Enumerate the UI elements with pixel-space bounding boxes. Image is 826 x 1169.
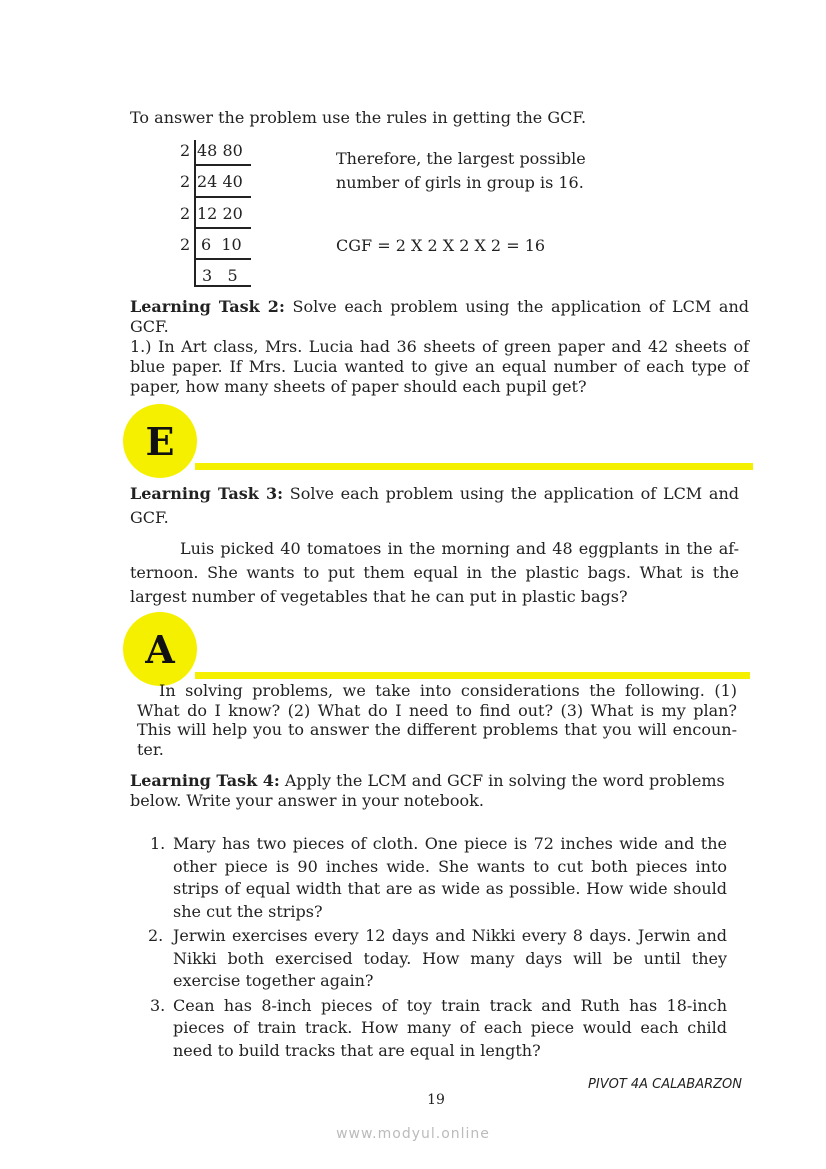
ladder-divider [194, 285, 251, 287]
ladder-vertical-line [194, 140, 196, 287]
therefore-line-1: Therefore, the largest possible [336, 149, 586, 168]
problem-number: 3. [150, 995, 166, 1015]
task4-label: Learning Task 4: [130, 771, 280, 790]
list-item [130, 995, 727, 1063]
list-item [130, 833, 727, 923]
footer-brand: PIVOT 4A CALABARZON [588, 1077, 742, 1092]
section-e-bar [195, 463, 753, 470]
task3-problem: Luis picked 40 tomatoes in the morning and 48 eggplants in the af-ternoon. She wants to put them equal in the plastic bags. What is the largest number of vegetables that he can put in plastic bags? [130, 539, 739, 606]
ladder-values: 12 20 [197, 204, 243, 223]
task3-heading-wrap: GCF. [130, 508, 169, 527]
task3-label: Learning Task 3: [130, 484, 284, 503]
task2-label: Learning Task 2: [130, 297, 285, 316]
problem-text: Mary has two pieces of cloth. One piece is 72 inches wide and the other piece is 90 inches wide. She wants to cut both pieces into strips of equal width that are as wide as possible. How wide should she cut the strips? [173, 834, 727, 921]
ladder-divisor: 2 [180, 235, 191, 254]
ladder-result: 3 5 [202, 266, 238, 285]
task2-heading-line [130, 297, 749, 317]
task3-heading-line [130, 482, 739, 506]
task2-problem: 1.) In Art class, Mrs. Lucia had 36 sheets of green paper and 42 sheets of blue paper. If Mrs. Lucia wanted to give an equal number of each type of paper, how many sheets of paper should each pupil get? [130, 337, 749, 396]
page-number: 19 [427, 1092, 445, 1108]
problem-text: Jerwin exercises every 12 days and Nikki every 8 days. Jerwin and Nikki both exercised today. How many days will be until they exercise together again? [173, 926, 727, 990]
section-a-text: In solving problems, we take into considerations the following. (1) What do I know? (2) What do I need to find out? (3) What is my plan? This will help you to answer the different problems that you will encoun-ter. [137, 681, 737, 759]
task3-block [130, 482, 739, 530]
ladder-divisor: 2 [180, 172, 191, 191]
task2-heading-wrap: GCF. [130, 317, 169, 336]
task4-heading [130, 771, 730, 811]
section-a-badge: A [123, 612, 197, 686]
gcf-equation: CGF = 2 X 2 X 2 X 2 = 16 [336, 236, 546, 255]
problem-number: 1. [150, 834, 166, 853]
ladder-divider [194, 164, 251, 166]
ladder-values: 48 80 [197, 141, 243, 160]
section-e-badge: E [123, 404, 197, 478]
ladder-divider [194, 258, 251, 260]
ladder-divider [194, 227, 251, 229]
ladder-divisor: 2 [180, 141, 191, 160]
watermark: www.modyul.online [336, 1126, 490, 1142]
section-a-bar [195, 672, 750, 679]
task2-block [130, 297, 749, 317]
therefore-line-2: number of girls in group is 16. [336, 173, 584, 192]
ladder-values: 6 10 [201, 235, 242, 254]
task4-instruction: Apply the LCM and GCF in solving the word problems below. Write your answer in your notebook. [130, 771, 725, 810]
ladder-divisor: 2 [180, 204, 191, 223]
problem-text: Cean has 8-inch pieces of toy train track and Ruth has 18-inch pieces of train track. How many of each piece would each child need to build tracks that are equal in length? [173, 995, 727, 1060]
task3-instruction: Solve each problem using the application of LCM and [289, 484, 739, 503]
list-item [130, 925, 727, 993]
task4-problem-list [130, 833, 727, 1064]
ladder-values: 24 40 [197, 172, 243, 191]
ladder-divider [194, 196, 251, 198]
intro-text: To answer the problem use the rules in getting the GCF. [130, 108, 587, 127]
task2-instruction: Solve each problem using the application of LCM and [292, 297, 749, 316]
problem-number: 2. [148, 926, 164, 945]
